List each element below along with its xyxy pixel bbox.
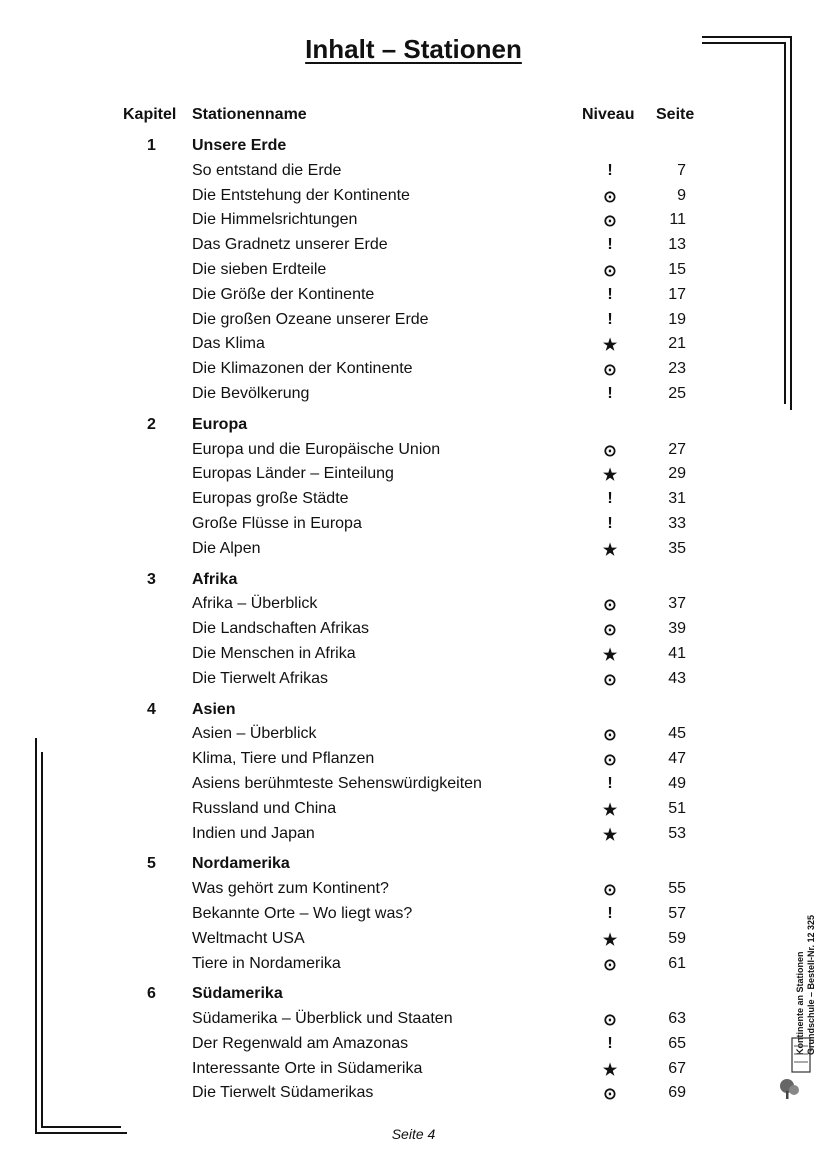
level-icon: ⊙ — [603, 727, 617, 745]
station-name: Die Tierwelt Afrikas — [192, 669, 329, 687]
station-row — [0, 233, 827, 258]
station-row — [0, 537, 827, 562]
level-icon: ⊙ — [603, 362, 617, 380]
side-line-order: Grundschule – Bestell-Nr. 12 325 — [806, 914, 816, 1056]
station-page-number: 45 — [668, 725, 686, 743]
chapter-heading-row — [0, 134, 827, 159]
level-icon: ! — [607, 1034, 613, 1052]
level-icon: ★ — [602, 646, 618, 664]
station-page-number: 65 — [668, 1034, 686, 1052]
station-page-number: 43 — [668, 669, 686, 687]
column-header-stationenname: Stationenname — [192, 106, 307, 123]
chapter-number: 3 — [147, 570, 156, 588]
station-page-number: 11 — [669, 211, 686, 229]
frame-line-right — [790, 36, 792, 410]
level-icon: ★ — [602, 337, 618, 355]
level-icon: ★ — [602, 931, 618, 949]
station-name: Die Tierwelt Südamerikas — [192, 1084, 374, 1102]
station-name: Asiens berühmteste Sehenswürdigkeiten — [192, 774, 482, 792]
station-name: Bekannte Orte – Wo liegt was? — [192, 904, 413, 922]
station-name: Europas große Städte — [192, 490, 349, 508]
chapter-title: Asien — [192, 700, 236, 718]
chapter-block — [0, 413, 827, 562]
level-icon: ⊙ — [603, 597, 617, 615]
station-row — [0, 592, 827, 617]
publisher-logo — [778, 1036, 812, 1100]
level-icon: ⊙ — [603, 262, 617, 280]
station-row — [0, 1032, 827, 1057]
station-name: Afrika – Überblick — [192, 595, 318, 613]
station-name: Die Klimazonen der Kontinente — [192, 360, 413, 378]
station-page-number: 55 — [668, 880, 686, 898]
station-row — [0, 952, 827, 977]
station-name: Der Regenwald am Amazonas — [192, 1034, 409, 1052]
level-icon: ⊙ — [603, 882, 617, 900]
logo-tree-trunk — [786, 1091, 789, 1099]
station-row — [0, 208, 827, 233]
side-publication-info — [795, 915, 817, 1055]
station-page-number: 69 — [668, 1084, 686, 1102]
station-name: Klima, Tiere und Pflanzen — [192, 750, 375, 768]
level-icon: ⊙ — [603, 188, 617, 206]
station-name: Die Alpen — [192, 539, 261, 557]
level-icon: ★ — [602, 467, 618, 485]
station-name: Die Entstehung der Kontinente — [192, 186, 410, 204]
station-name: Die Himmelsrichtungen — [192, 211, 358, 229]
station-name: Die Größe der Kontinente — [192, 285, 375, 303]
station-row — [0, 357, 827, 382]
station-row — [0, 877, 827, 902]
chapter-number: 4 — [147, 700, 156, 718]
level-icon: ! — [607, 490, 613, 508]
station-page-number: 41 — [668, 644, 686, 662]
page-title: Inhalt – Stationen — [305, 34, 522, 64]
station-name: Die Bevölkerung — [192, 384, 310, 402]
station-page-number: 27 — [668, 440, 686, 458]
station-name: Indien und Japan — [192, 824, 315, 842]
station-row — [0, 822, 827, 847]
table-of-contents — [0, 134, 827, 1112]
page-number-footer: Seite 4 — [391, 1126, 436, 1142]
level-icon: ! — [607, 904, 613, 922]
station-page-number: 53 — [668, 824, 686, 842]
station-page-number: 59 — [668, 929, 686, 947]
station-name: Die großen Ozeane unserer Erde — [192, 310, 429, 328]
level-icon: ⊙ — [603, 442, 617, 460]
station-page-number: 37 — [668, 595, 686, 613]
chapter-title: Südamerika — [192, 985, 283, 1003]
station-page-number: 57 — [668, 904, 686, 922]
chapter-title: Europa — [192, 415, 248, 433]
chapter-number: 5 — [147, 855, 156, 873]
station-row — [0, 487, 827, 512]
station-row — [0, 797, 827, 822]
station-page-number: 25 — [668, 384, 686, 402]
level-icon: ⊙ — [603, 752, 617, 770]
logo-book-shape — [792, 1038, 810, 1072]
chapter-block — [0, 852, 827, 976]
level-icon: ! — [607, 310, 613, 328]
chapter-block — [0, 982, 827, 1106]
station-page-number: 19 — [668, 310, 686, 328]
chapter-title: Unsere Erde — [192, 137, 287, 154]
station-name: Große Flüsse in Europa — [192, 514, 362, 532]
level-icon: ★ — [602, 826, 618, 844]
station-name: Russland und China — [192, 799, 337, 817]
chapter-title: Afrika — [192, 570, 238, 588]
station-name: Die Landschaften Afrikas — [192, 620, 369, 638]
chapter-heading-row — [0, 982, 827, 1007]
frame-line-top — [702, 36, 792, 38]
level-icon: ! — [607, 161, 613, 179]
level-icon: ★ — [602, 541, 618, 559]
level-icon: ! — [607, 384, 613, 402]
station-name: Interessante Orte in Südamerika — [192, 1059, 423, 1077]
station-row — [0, 512, 827, 537]
station-page-number: 21 — [668, 335, 686, 353]
station-name: Das Gradnetz unserer Erde — [192, 236, 388, 254]
station-page-number: 51 — [668, 799, 686, 817]
station-page-number: 31 — [668, 490, 686, 508]
station-row — [0, 1081, 827, 1106]
station-row — [0, 902, 827, 927]
station-row — [0, 184, 827, 209]
frame-line-right-inner — [784, 42, 786, 404]
level-icon: ⊙ — [603, 1012, 617, 1030]
station-page-number: 9 — [677, 186, 686, 204]
station-name: Was gehört zum Kontinent? — [192, 880, 389, 898]
station-name: Europas Länder – Einteilung — [192, 465, 394, 483]
station-name: Die Menschen in Afrika — [192, 644, 356, 662]
chapter-title: Nordamerika — [192, 855, 290, 873]
station-row — [0, 462, 827, 487]
station-page-number: 61 — [668, 954, 686, 972]
frame-line-left-inner — [41, 752, 43, 1128]
station-page-number: 15 — [668, 260, 686, 278]
station-page-number: 33 — [668, 514, 686, 532]
station-name: Die sieben Erdteile — [192, 260, 327, 278]
station-row — [0, 1057, 827, 1082]
station-row — [0, 258, 827, 283]
frame-line-left — [35, 738, 37, 1134]
chapter-number: 1 — [147, 137, 156, 154]
chapter-block — [0, 134, 827, 407]
station-name: Südamerika – Überblick und Staaten — [192, 1010, 453, 1028]
logo-tree-crown — [789, 1085, 799, 1095]
station-row — [0, 747, 827, 772]
chapter-number: 2 — [147, 415, 156, 433]
station-row — [0, 308, 827, 333]
station-page-number: 29 — [668, 465, 686, 483]
level-icon: ⊙ — [603, 1086, 617, 1104]
level-icon: ! — [607, 236, 613, 254]
station-page-number: 49 — [668, 774, 686, 792]
level-icon: ⊙ — [603, 622, 617, 640]
station-row — [0, 1007, 827, 1032]
station-row — [0, 722, 827, 747]
column-header-niveau: Niveau — [582, 106, 635, 123]
level-icon: ! — [607, 514, 613, 532]
station-page-number: 17 — [668, 285, 686, 303]
level-icon: ★ — [602, 1061, 618, 1079]
chapter-block — [0, 568, 827, 692]
station-row — [0, 438, 827, 463]
chapter-block — [0, 698, 827, 847]
chapter-heading-row — [0, 852, 827, 877]
station-page-number: 47 — [668, 750, 686, 768]
level-icon: ⊙ — [603, 671, 617, 689]
station-name: Asien – Überblick — [192, 725, 317, 743]
station-row — [0, 332, 827, 357]
level-icon: ⊙ — [603, 213, 617, 231]
side-line-title: Kontinente an Stationen — [795, 951, 805, 1056]
station-row — [0, 617, 827, 642]
station-page-number: 63 — [668, 1010, 686, 1028]
chapter-heading-row — [0, 568, 827, 593]
station-row — [0, 283, 827, 308]
station-name: So entstand die Erde — [192, 161, 342, 179]
station-name: Das Klima — [192, 335, 265, 353]
station-page-number: 67 — [668, 1059, 686, 1077]
station-row — [0, 159, 827, 184]
level-icon: ! — [607, 285, 613, 303]
station-row — [0, 382, 827, 407]
chapter-heading-row — [0, 413, 827, 438]
station-row — [0, 927, 827, 952]
station-row — [0, 667, 827, 692]
station-page-number: 23 — [668, 360, 686, 378]
level-icon: ⊙ — [603, 956, 617, 974]
station-name: Weltmacht USA — [192, 929, 305, 947]
frame-line-top-inner — [702, 42, 786, 44]
station-row — [0, 772, 827, 797]
station-row — [0, 642, 827, 667]
station-name: Tiere in Nordamerika — [192, 954, 341, 972]
level-icon: ★ — [602, 801, 618, 819]
station-page-number: 7 — [677, 161, 686, 179]
column-header-kapitel: Kapitel — [123, 106, 177, 123]
station-name: Europa und die Europäische Union — [192, 440, 441, 458]
station-page-number: 13 — [668, 236, 686, 254]
chapter-heading-row — [0, 698, 827, 723]
chapter-number: 6 — [147, 985, 156, 1003]
level-icon: ! — [607, 774, 613, 792]
station-page-number: 35 — [668, 539, 686, 557]
station-page-number: 39 — [668, 620, 686, 638]
column-header-seite: Seite — [656, 106, 695, 123]
